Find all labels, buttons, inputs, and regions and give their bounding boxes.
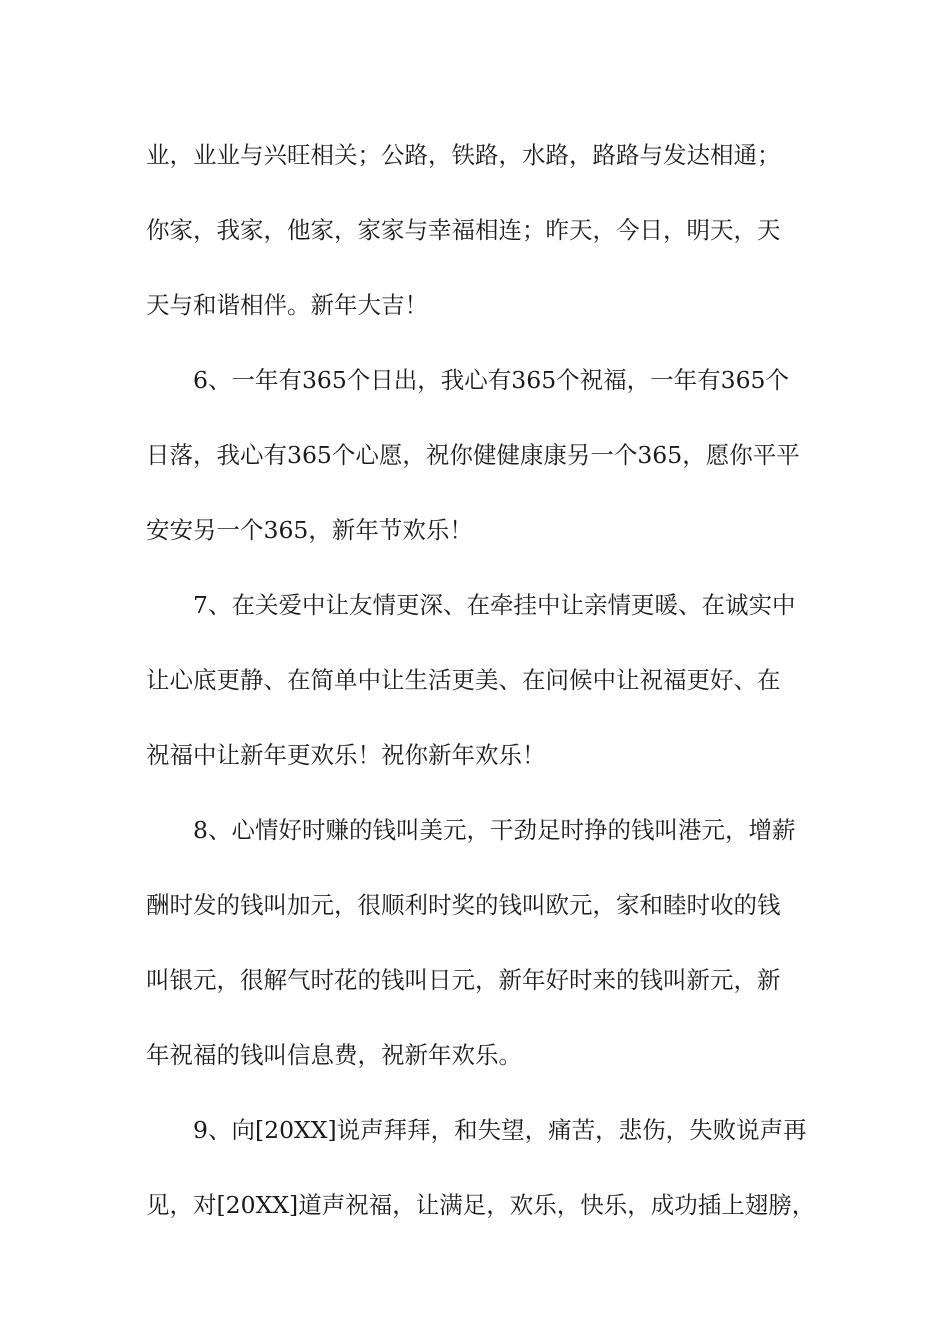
- text-line: 见，对[20XX]道声祝福，让满足，欢乐，快乐，成功插上翅膀，: [146, 1191, 816, 1219]
- paragraph-start-line: 9、向[20XX]说声拜拜，和失望，痛苦，悲伤，失败说声再: [193, 1116, 807, 1144]
- text-line: 业，业业与兴旺相关；公路，铁路，水路，路路与发达相通；: [146, 141, 781, 169]
- paragraph-start-line: 7、在关爱中让友情更深、在牵挂中让亲情更暖、在诚实中: [193, 591, 796, 619]
- text-line: 你家，我家，他家，家家与幸福相连；昨天，今日，明天，天: [146, 216, 781, 244]
- document-body: [146, 118, 816, 1243]
- paragraph-start-line: 8、心情好时赚的钱叫美元，干劲足时挣的钱叫港元，增薪: [193, 816, 796, 844]
- text-line: 日落，我心有365个心愿，祝你健健康康另一个365，愿你平平: [146, 441, 800, 469]
- paragraph-start-line: 6、一年有365个日出，我心有365个祝福，一年有365个: [193, 366, 790, 394]
- text-line: 让心底更静、在简单中让生活更美、在问候中让祝福更好、在: [146, 666, 781, 694]
- text-line: 安安另一个365，新年节欢乐！: [146, 516, 473, 544]
- text-line: 酬时发的钱叫加元，很顺利时奖的钱叫欧元，家和睦时收的钱: [146, 891, 781, 919]
- text-line: 年祝福的钱叫信息费，祝新年欢乐。: [146, 1041, 522, 1069]
- text-line: 天与和谐相伴。新年大吉！: [146, 291, 428, 319]
- text-line: 叫银元，很解气时花的钱叫日元，新年好时来的钱叫新元，新: [146, 966, 781, 994]
- text-line: 祝福中让新年更欢乐！祝你新年欢乐！: [146, 741, 546, 769]
